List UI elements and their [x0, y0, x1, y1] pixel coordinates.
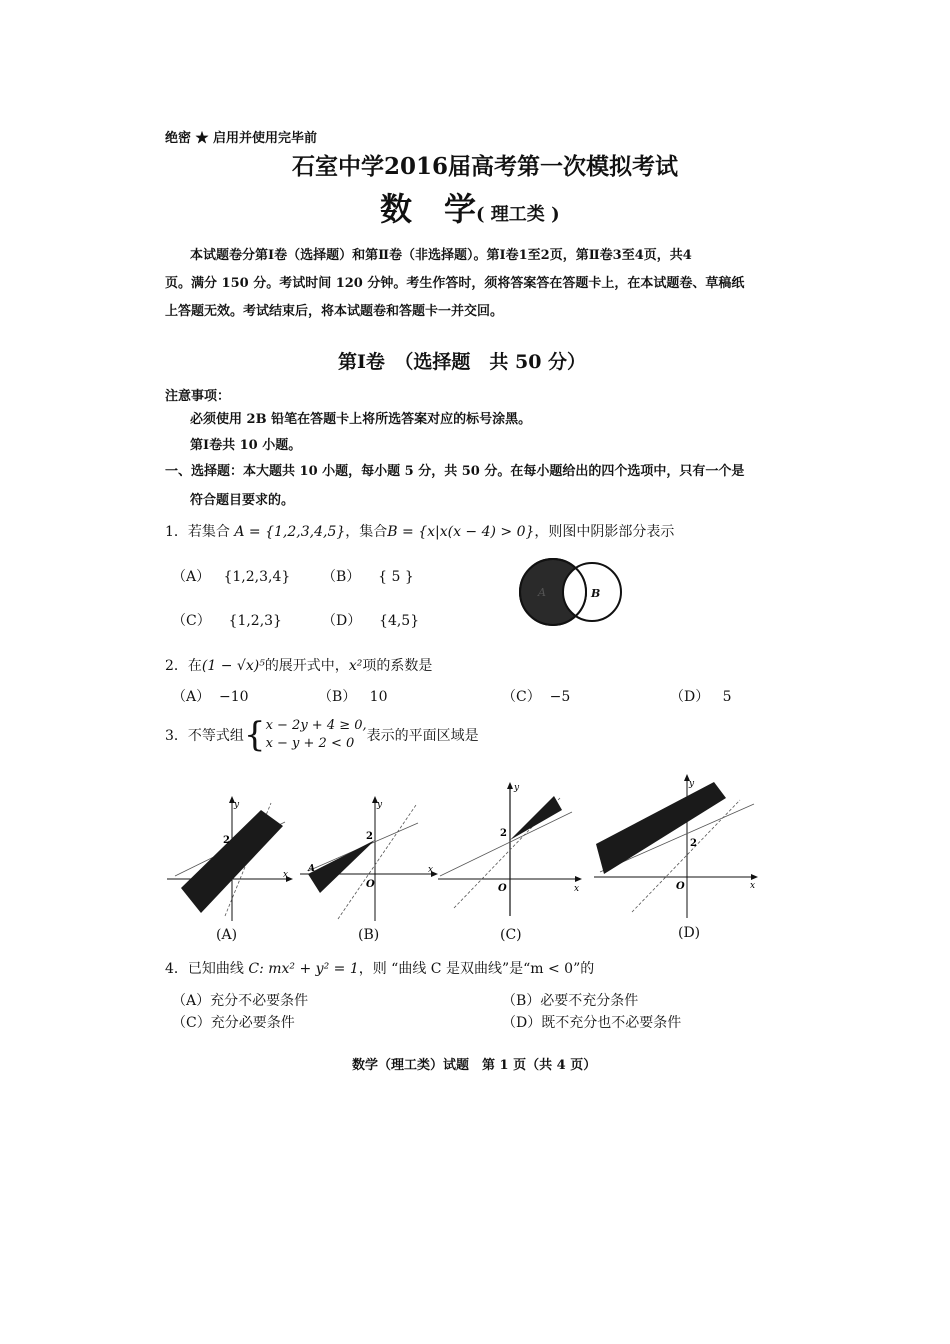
subject-type: ( 理工类 ) — [476, 204, 560, 225]
exam-title: 石室中学2016届高考第一次模拟考试 — [292, 153, 679, 180]
q1-set-a: A = {1,2,3,4,5} — [234, 524, 346, 540]
question-1-stem — [165, 521, 674, 541]
svg-text:x: x — [750, 881, 756, 891]
subject-name: 数 学 — [380, 190, 477, 228]
q1-tail: ，则图中阴影部分表示 — [534, 524, 675, 540]
q1-set-b: B = {x|x(x − 4) > 0} — [387, 524, 535, 540]
svg-text:y: y — [514, 783, 520, 793]
q3-option-d[interactable]: (D) — [678, 925, 701, 941]
q3-option-b[interactable]: (B) — [358, 927, 380, 943]
svg-text:A: A — [308, 864, 315, 874]
venn-diagram — [512, 556, 634, 630]
q1-mid: ，集合 — [345, 524, 388, 540]
svg-text:O: O — [366, 879, 375, 890]
svg-text:2: 2 — [500, 828, 507, 839]
page-footer: 数学（理工类）试题 第 1 页（共 4 页） — [352, 1058, 597, 1073]
q4-option-c[interactable]: （C）充分必要条件 — [172, 1015, 295, 1031]
secret-label: 绝密 ★ 启用并使用完毕前 — [165, 131, 318, 146]
part-instruction-2: 符合题目要求的。 — [190, 493, 295, 508]
q3-option-a[interactable]: (A) — [216, 927, 238, 943]
section-title: 第Ⅰ卷 （选择题 共 50 分） — [338, 351, 587, 373]
question-3-stem: 3．不等式组{x − 2y + 4 ≥ 0, x − y + 2 < 0 表示的平面区域是 — [165, 715, 479, 755]
svg-text:y: y — [234, 800, 240, 810]
q2-term: x² — [348, 658, 363, 674]
q1-option-a[interactable]: （A） {1,2,3,4} — [172, 569, 291, 585]
svg-text:y: y — [377, 800, 383, 810]
q4-option-d[interactable]: （D）既不充分也不必要条件 — [502, 1015, 682, 1031]
q1-num: 1．若集合 — [165, 524, 230, 540]
q2-option-b[interactable]: （B） 10 — [318, 689, 388, 705]
subject-title — [380, 184, 560, 230]
q3-graph-d — [592, 770, 762, 920]
part-instruction-1: 一、选择题：本大题共 10 小题，每小题 5 分，共 50 分。在每小题给出的四个选项中，只有一个是 — [165, 464, 745, 479]
q2-option-c[interactable]: （C） −5 — [502, 689, 571, 705]
q3-ineq-2: x − y + 2 < 0 — [265, 736, 355, 751]
q3-option-c[interactable]: (C) — [500, 927, 522, 943]
q1-option-b[interactable]: （B） { 5 } — [322, 569, 414, 585]
q3-graph-a — [165, 793, 295, 923]
q4-option-b[interactable]: （B）必要不充分条件 — [502, 993, 639, 1009]
notice-title: 注意事项： — [165, 389, 231, 404]
svg-text:x: x — [283, 870, 289, 880]
venn-label-a: A — [538, 586, 546, 599]
svg-text:y: y — [689, 779, 695, 789]
q4-option-a[interactable]: （A）充分不必要条件 — [172, 993, 309, 1009]
svg-text:O: O — [676, 881, 685, 892]
svg-text:x: x — [574, 884, 580, 894]
notice-line-1: 必须使用 2B 铅笔在答题卡上将所选答案对应的标号涂黑。 — [190, 412, 532, 427]
intro-line-1: 本试题卷分第Ⅰ卷（选择题）和第Ⅱ卷（非选择题）。第Ⅰ卷1至2页，第Ⅱ卷3至4页，共4 — [190, 248, 692, 263]
q3-graph-b — [298, 793, 440, 923]
svg-text:2: 2 — [223, 835, 230, 846]
notice-line-2: 第Ⅰ卷共 10 小题。 — [190, 438, 302, 453]
q2-expr: (1 − √x)⁵ — [201, 658, 265, 674]
intro-line-3: 上答题无效。考试结束后，将本试题卷和答题卡一并交回。 — [165, 304, 504, 319]
intro-line-2: 页。满分 150 分。考试时间 120 分钟。考生作答时，须将答案答在答题卡上，在本试题卷、草稿纸 — [165, 276, 745, 291]
svg-text:2: 2 — [690, 838, 697, 849]
q1-option-c[interactable]: （C） {1,2,3} — [172, 613, 282, 629]
q4-curve: C: mx² + y² = 1 — [248, 961, 359, 977]
q2-option-a[interactable]: （A） −10 — [172, 689, 249, 705]
svg-text:x: x — [428, 865, 434, 875]
q1-option-d[interactable]: （D） {4,5} — [322, 613, 420, 629]
question-4-stem: 4．已知曲线 C: mx² + y² = 1，则 “曲线 C 是双曲线”是“m < 0”的 — [165, 961, 595, 977]
q2-option-d[interactable]: （D） 5 — [670, 689, 732, 705]
venn-label-b: B — [591, 587, 601, 600]
q3-ineq-1: x − 2y + 4 ≥ 0, — [265, 718, 367, 733]
svg-text:2: 2 — [366, 831, 373, 842]
question-2-stem: 2．在(1 − √x)⁵的展开式中，x²项的系数是 — [165, 658, 433, 674]
q3-graph-c — [436, 778, 584, 918]
svg-text:O: O — [498, 883, 507, 894]
